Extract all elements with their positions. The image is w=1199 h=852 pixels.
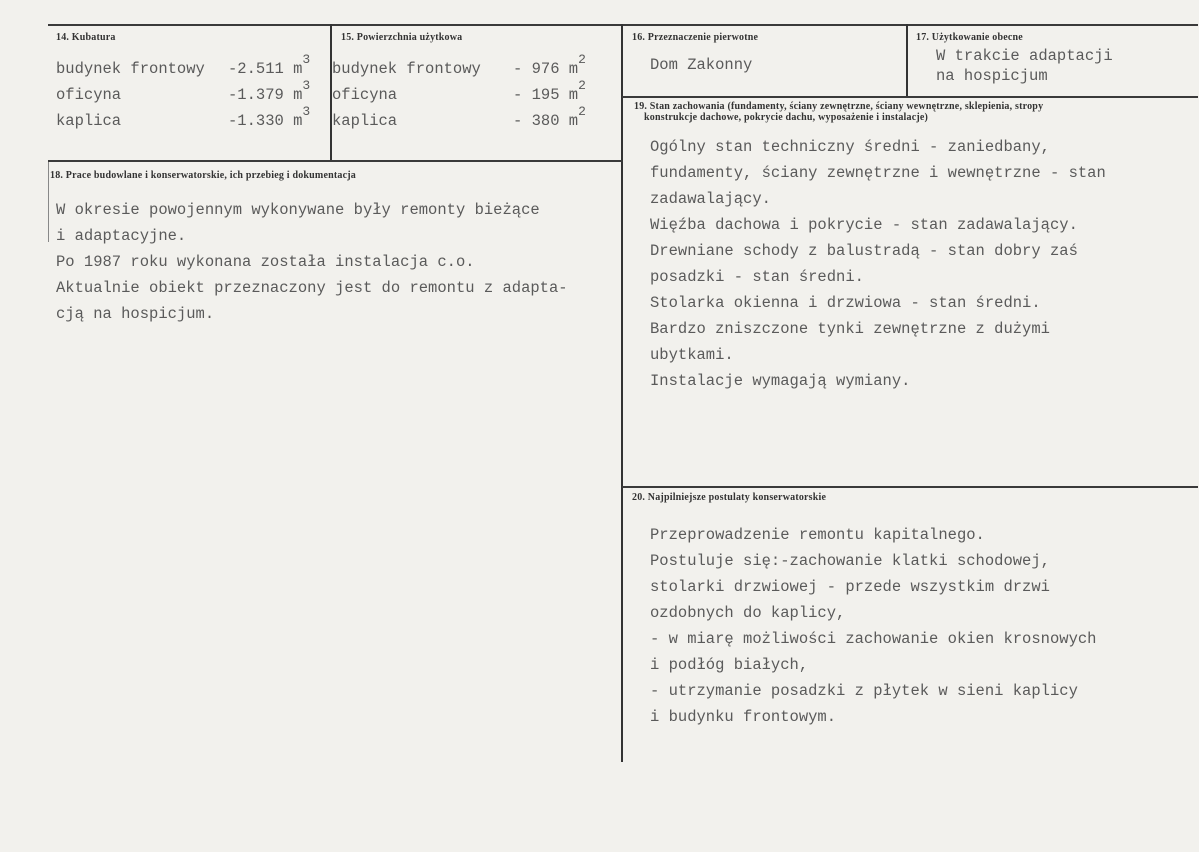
text-line: Przeprowadzenie remontu kapitalnego.	[650, 526, 985, 544]
section-15-label: 15. Powierzchnia użytkowa	[341, 32, 463, 43]
divider	[622, 96, 1198, 98]
item-value	[513, 51, 586, 82]
text-line: Więźba dachowa i pokrycie - stan zadawalający.	[650, 216, 1078, 234]
section-17-text	[936, 46, 1113, 86]
value: - 380 m	[513, 112, 579, 130]
text-line: zadawalający.	[650, 190, 771, 208]
text-line: Po 1987 roku wykonana została instalacja c.o.	[56, 253, 475, 271]
section-14-values	[56, 51, 326, 134]
list-item	[56, 103, 326, 134]
text-line: stolarki drzwiowej - przede wszystkim drzwi	[650, 578, 1050, 596]
divider	[906, 24, 908, 98]
text-line: W trakcie adaptacji	[936, 47, 1113, 65]
list-item	[56, 51, 326, 82]
unit-exponent: 2	[578, 77, 586, 93]
item-name: kaplica	[332, 112, 398, 130]
text-line: cją na hospicjum.	[56, 305, 215, 323]
value: -1.330 m	[228, 112, 303, 130]
text-line: Postuluje się:-zachowanie klatki schodowej,	[650, 552, 1050, 570]
item-value	[513, 103, 586, 134]
text-line: Bardzo zniszczone tynki zewnętrzne z dużymi	[650, 320, 1050, 338]
list-item	[56, 77, 326, 108]
item-name: oficyna	[56, 86, 122, 104]
text-line: - utrzymanie posadzki z płytek w sieni kaplicy	[650, 682, 1078, 700]
top-border	[48, 24, 1198, 26]
text-line: ubytkami.	[650, 346, 734, 364]
item-value	[228, 51, 311, 82]
text-line: i budynku frontowym.	[650, 708, 837, 726]
text-line: Instalacje wymagają wymiany.	[650, 372, 911, 390]
section-14-label: 14. Kubatura	[56, 32, 116, 43]
item-value	[228, 77, 311, 108]
section-18-text	[56, 197, 568, 327]
item-name: oficyna	[332, 86, 398, 104]
section-19-text	[650, 134, 1106, 394]
text-line: i adaptacyjne.	[56, 227, 187, 245]
text-line: Stolarka okienna i drzwiowa - stan średni.	[650, 294, 1041, 312]
text-line: W okresie powojennym wykonywane były remonty bieżące	[56, 201, 540, 219]
list-item	[332, 51, 620, 82]
value: -1.379 m	[228, 86, 303, 104]
section-19-label	[634, 101, 1043, 123]
divider	[622, 486, 1198, 488]
section-16-label: 16. Przeznaczenie pierwotne	[632, 32, 759, 43]
value: - 195 m	[513, 86, 579, 104]
section-18-label: 18. Prace budowlane i konserwatorskie, ich przebieg i dokumentacja	[50, 170, 356, 181]
section-15-values	[332, 51, 620, 134]
text-line: Aktualnie obiekt przeznaczony jest do remontu z adapta-	[56, 279, 568, 297]
section-20-label: 20. Najpilniejsze postulaty konserwatorskie	[632, 492, 827, 503]
text-line: Drewniane schody z balustradą - stan dobry zaś	[650, 242, 1078, 260]
item-name: budynek frontowy	[332, 60, 481, 78]
text-line: i podłóg białych,	[650, 656, 809, 674]
label-line: 19. Stan zachowania (fundamenty, ściany zewnętrzne, ściany wewnętrzne, sklepienia, stropy	[634, 101, 1044, 112]
unit-exponent: 3	[302, 51, 311, 67]
unit-exponent: 3	[302, 77, 311, 93]
text-line: fundamenty, ściany zewnętrzne i wewnętrzne - stan	[650, 164, 1106, 182]
value: - 976 m	[513, 60, 579, 78]
value: -2.511 m	[228, 60, 303, 78]
text-line: - w miarę możliwości zachowanie okien krosnowych	[650, 630, 1097, 648]
label-line: konstrukcje dachowe, pokrycie dachu, wyposażenie i instalacje)	[644, 112, 929, 123]
unit-exponent: 2	[578, 51, 586, 67]
unit-exponent: 2	[578, 103, 586, 119]
item-name: kaplica	[56, 112, 122, 130]
list-item	[332, 103, 620, 134]
section-17-label: 17. Użytkowanie obecne	[916, 32, 1023, 43]
text-line: ozdobnych do kaplicy,	[650, 604, 846, 622]
divider	[621, 24, 623, 762]
item-name: budynek frontowy	[56, 60, 205, 78]
divider	[48, 160, 623, 162]
text-line: na hospicjum	[936, 67, 1048, 85]
item-value	[228, 103, 311, 134]
divider	[48, 162, 49, 242]
section-20-text	[650, 522, 1096, 730]
list-item	[332, 77, 620, 108]
unit-exponent: 3	[302, 103, 311, 119]
text-line: Ogólny stan techniczny średni - zaniedbany,	[650, 138, 1050, 156]
text-line: posadzki - stan średni.	[650, 268, 864, 286]
section-16-text: Dom Zakonny	[650, 56, 753, 74]
item-value	[513, 77, 586, 108]
